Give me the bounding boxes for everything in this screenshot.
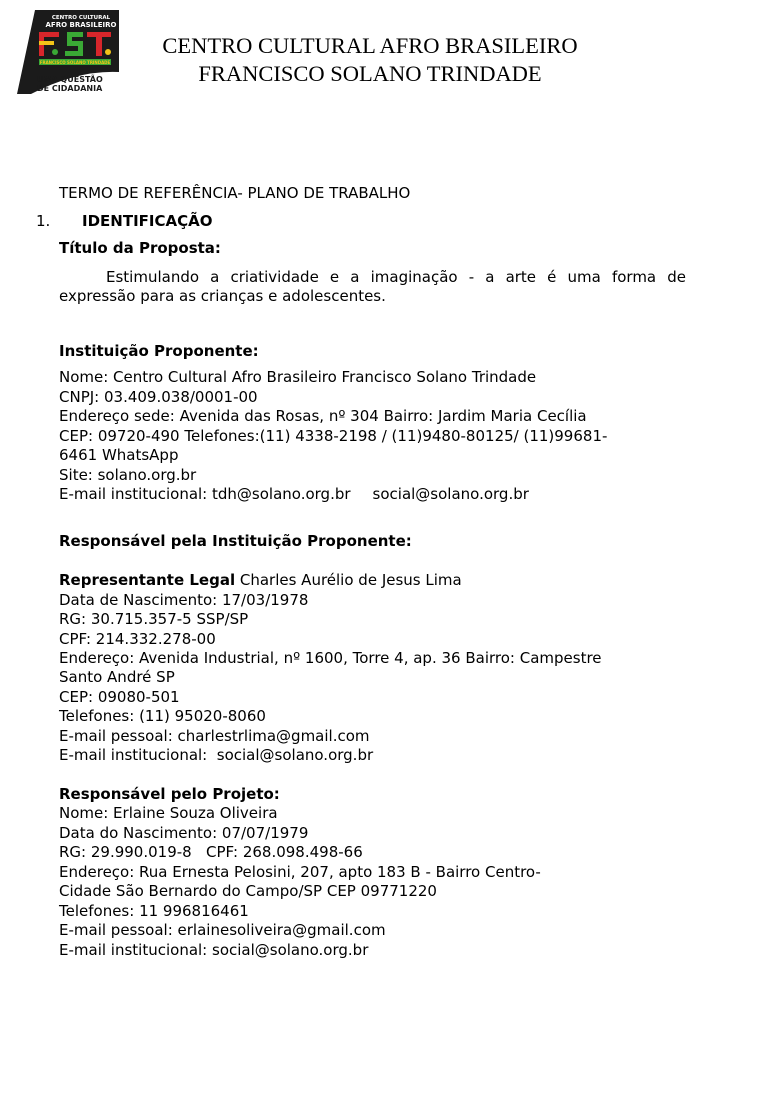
logo-mid-text: AFRO BRASILEIRO: [45, 21, 117, 29]
logo-bottom-line2: DE CIDADANIA: [37, 84, 103, 93]
project-resp-phones: Telefones: 11 996816461: [59, 902, 249, 920]
legal-rep-label: Representante Legal: [59, 571, 236, 589]
project-resp-address-2: Cidade São Bernardo do Campo/SP CEP 09771220: [59, 882, 437, 900]
institution-whatsapp: 6461 WhatsApp: [59, 446, 179, 464]
project-resp-birth: Data do Nascimento: 07/07/1979: [59, 824, 309, 842]
proposal-title-line2: expressão para as crianças e adolescentes.: [59, 287, 386, 305]
project-resp-address-1: Endereço: Rua Ernesta Pelosini, 207, apto 183 B - Bairro Centro-: [59, 863, 541, 881]
legal-rep-cpf: CPF: 214.332.278-00: [59, 630, 216, 648]
project-resp-email-personal: E-mail pessoal: erlainesoliveira@gmail.com: [59, 921, 386, 939]
organization-logo: [17, 10, 119, 94]
institution-name: Nome: Centro Cultural Afro Brasileiro Francisco Solano Trindade: [59, 368, 537, 386]
legal-rep-cep: CEP: 09080-501: [59, 688, 180, 706]
legal-rep-birth: Data de Nascimento: 17/03/1978: [59, 591, 309, 609]
logo-stripe-text: FRANCISCO SOLANO TRINDADE: [39, 60, 111, 65]
document-title: TERMO DE REFERÊNCIA- PLANO DE TRABALHO: [59, 184, 411, 202]
institution-label: Instituição Proponente:: [59, 342, 259, 360]
institution-cnpj: CNPJ: 03.409.038/0001-00: [59, 388, 258, 406]
institution-email-2: social@solano.org.br: [372, 485, 529, 503]
section-heading: IDENTIFICAÇÃO: [82, 212, 213, 230]
project-resp-name: Nome: Erlaine Souza Oliveira: [59, 804, 278, 822]
logo-bottom-line1: UMA QUESTÃO: [37, 75, 103, 84]
project-resp-email-institutional: E-mail institucional: social@solano.org.br: [59, 941, 369, 959]
institution-cep-phones: CEP: 09720-490 Telefones:(11) 4338-2198 / (11)9480-80125/ (11)99681-: [59, 427, 608, 445]
header-line1: CENTRO CULTURAL AFRO BRASILEIRO: [162, 33, 578, 58]
responsible-institution-label: Responsável pela Instituição Proponente:: [59, 532, 412, 550]
legal-rep-address-1: Endereço: Avenida Industrial, nº 1600, Torre 4, ap. 36 Bairro: Campestre: [59, 649, 602, 667]
institution-email-label: E-mail institucional:: [59, 485, 213, 503]
header-line2: FRANCISCO SOLANO TRINDADE: [198, 61, 542, 86]
proposal-title-label: Título da Proposta:: [59, 239, 221, 257]
legal-rep-phones: Telefones: (11) 95020-8060: [59, 707, 266, 725]
legal-rep-email-personal: E-mail pessoal: charlestrlima@gmail.com: [59, 727, 370, 745]
institution-email-1: tdh@solano.org.br: [212, 485, 351, 503]
legal-rep-line: [59, 571, 462, 590]
legal-rep-address-2: Santo André SP: [59, 668, 175, 686]
legal-rep-rg: RG: 30.715.357-5 SSP/SP: [59, 610, 249, 628]
institution-email-line: [59, 485, 529, 504]
logo-top-text: CENTRO CULTURAL: [51, 15, 111, 21]
legal-rep-name: Charles Aurélio de Jesus Lima: [235, 571, 462, 589]
project-resp-rg-cpf: RG: 29.990.019-8 CPF: 268.098.498-66: [59, 843, 363, 861]
logo-graphic: [17, 10, 119, 94]
section-number: 1.: [36, 212, 51, 230]
proposal-title-line1: Estimulando a criatividade e a imaginação - a arte é uma forma de: [106, 268, 686, 286]
institution-address: Endereço sede: Avenida das Rosas, nº 304 Bairro: Jardim Maria Cecília: [59, 407, 587, 425]
institution-site: Site: solano.org.br: [59, 466, 197, 484]
legal-rep-email-institutional: E-mail institucional: social@solano.org.br: [59, 746, 374, 764]
project-responsible-label: Responsável pelo Projeto:: [59, 785, 280, 803]
